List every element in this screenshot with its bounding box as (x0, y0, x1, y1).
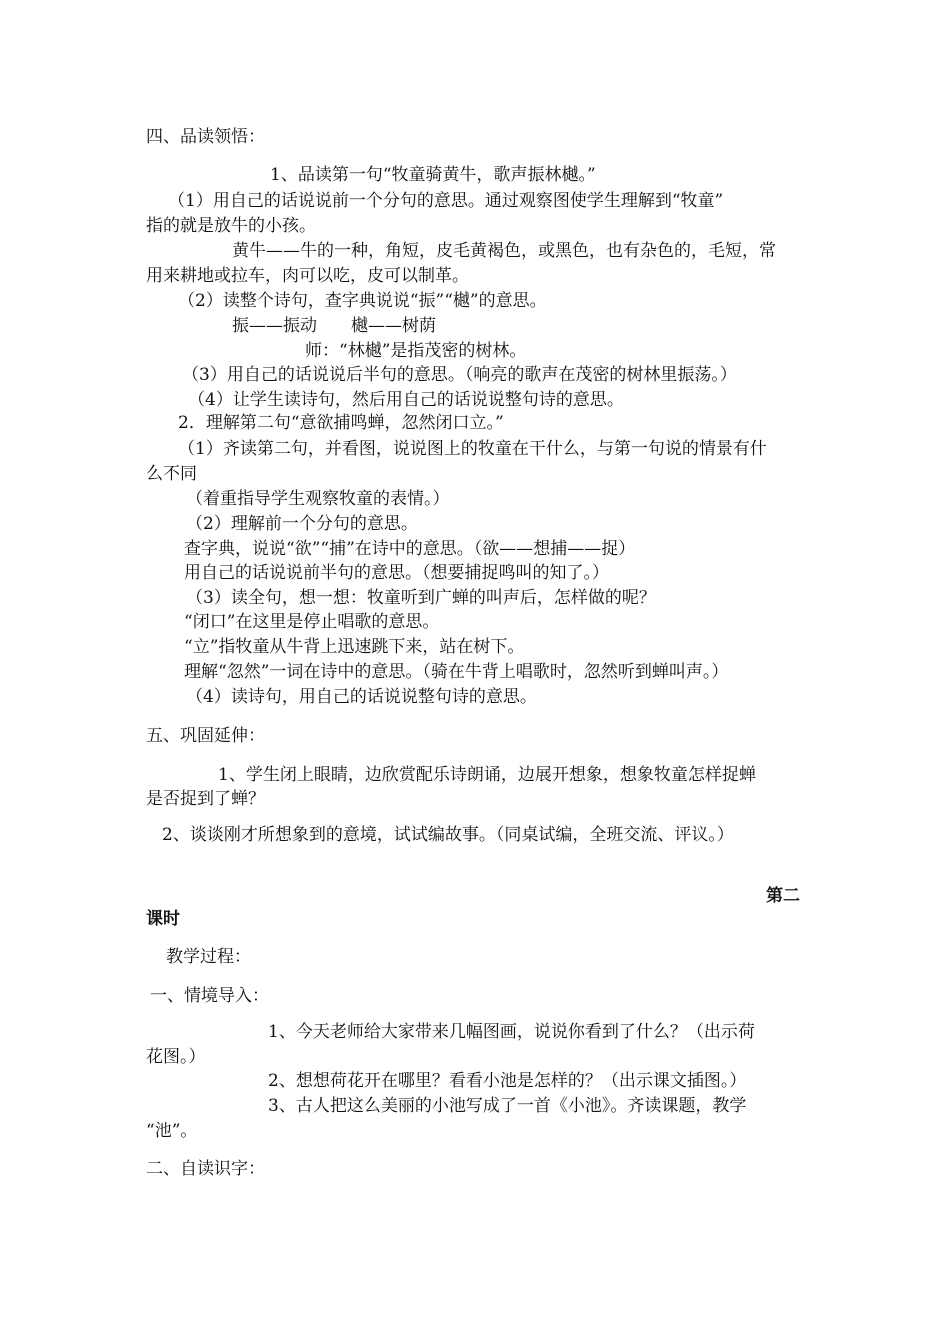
text-line: （着重指导学生观察牧童的表情。） (186, 489, 450, 509)
text-line: 2、谈谈刚才所想象到的意境，试试编故事。（同桌试编，全班交流、评议。） (162, 825, 734, 845)
text-line: （4）让学生读诗句，然后用自己的话说说整句诗的意思。 (188, 390, 624, 410)
text-line: 2．理解第二句“意欲捕鸣蝉，忽然闭口立。” (178, 413, 504, 433)
text-line: 么不同 (146, 464, 197, 484)
text-line: 理解“忽然”一词在诗中的意思。（骑在牛背上唱歌时，忽然听到蝉叫声。） (184, 662, 729, 682)
text-line: （2）理解前一个分句的意思。 (186, 514, 418, 534)
lesson-title-part-1: 第二 (766, 886, 800, 906)
lesson-title-part-2: 课时 (146, 909, 180, 929)
text-line: 2、想想荷花开在哪里？看看小池是怎样的？（出示课文插图。） (268, 1071, 747, 1091)
section-heading-4: 四、品读领悟： (146, 127, 265, 147)
text-line: 查字典，说说“欲”“捕”在诗中的意思。（欲——想捕——捉） (184, 539, 636, 559)
text-line: 振——振动 樾——树荫 (232, 316, 436, 336)
text-line: 1、品读第一句“牧童骑黄牛，歌声振林樾。” (270, 165, 596, 185)
text-line: （4）读诗句，用自己的话说说整句诗的意思。 (186, 687, 537, 707)
text-line: 师：“林樾”是指茂密的树林。 (305, 341, 527, 361)
text-line: （3）用自己的话说说后半句的意思。（响亮的歌声在茂密的树林里振荡。） (182, 365, 737, 385)
text-line: 指的就是放牛的小孩。 (146, 216, 316, 236)
text-line: “立”指牧童从牛背上迅速跳下来，站在树下。 (184, 637, 525, 657)
text-line: （3）读全句，想一想：牧童听到广蝉的叫声后，怎样做的呢？ (186, 588, 656, 608)
text-line: （2）读整个诗句，查字典说说“振”“樾”的意思。 (178, 291, 547, 311)
text-line: （1）用自己的话说说前一个分句的意思。通过观察图使学生理解到“牧童” (168, 191, 724, 211)
text-line: （1）齐读第二句，并看图，说说图上的牧童在干什么，与第一句说的情景有什 (178, 439, 767, 459)
text-line: 用来耕地或拉车，肉可以吃，皮可以制革。 (146, 266, 469, 286)
section-heading-2: 二、自读识字： (146, 1159, 265, 1179)
text-line: 用自己的话说说前半句的意思。（想要捕捉鸣叫的知了。） (184, 563, 609, 583)
text-line: 是否捉到了蝉？ (146, 789, 265, 809)
text-line: 3、古人把这么美丽的小池写成了一首《小池》。齐读课题，教学 (268, 1096, 747, 1116)
text-line: 1、学生闭上眼睛，边欣赏配乐诗朗诵，边展开想象，想象牧童怎样捉蝉 (218, 765, 756, 785)
teaching-process-label: 教学过程： (166, 947, 251, 967)
text-line: “池”。 (146, 1121, 198, 1141)
section-heading-1: 一、情境导入： (150, 986, 269, 1006)
text-line: 花图。） (146, 1047, 206, 1067)
text-line: 1、今天老师给大家带来几幅图画，说说你看到了什么？（出示荷 (268, 1022, 755, 1042)
text-line: “闭口”在这里是停止唱歌的意思。 (184, 612, 440, 632)
section-heading-5: 五、巩固延伸： (146, 726, 265, 746)
text-line: 黄牛——牛的一种，角短，皮毛黄褐色，或黑色，也有杂色的，毛短，常 (232, 241, 776, 261)
